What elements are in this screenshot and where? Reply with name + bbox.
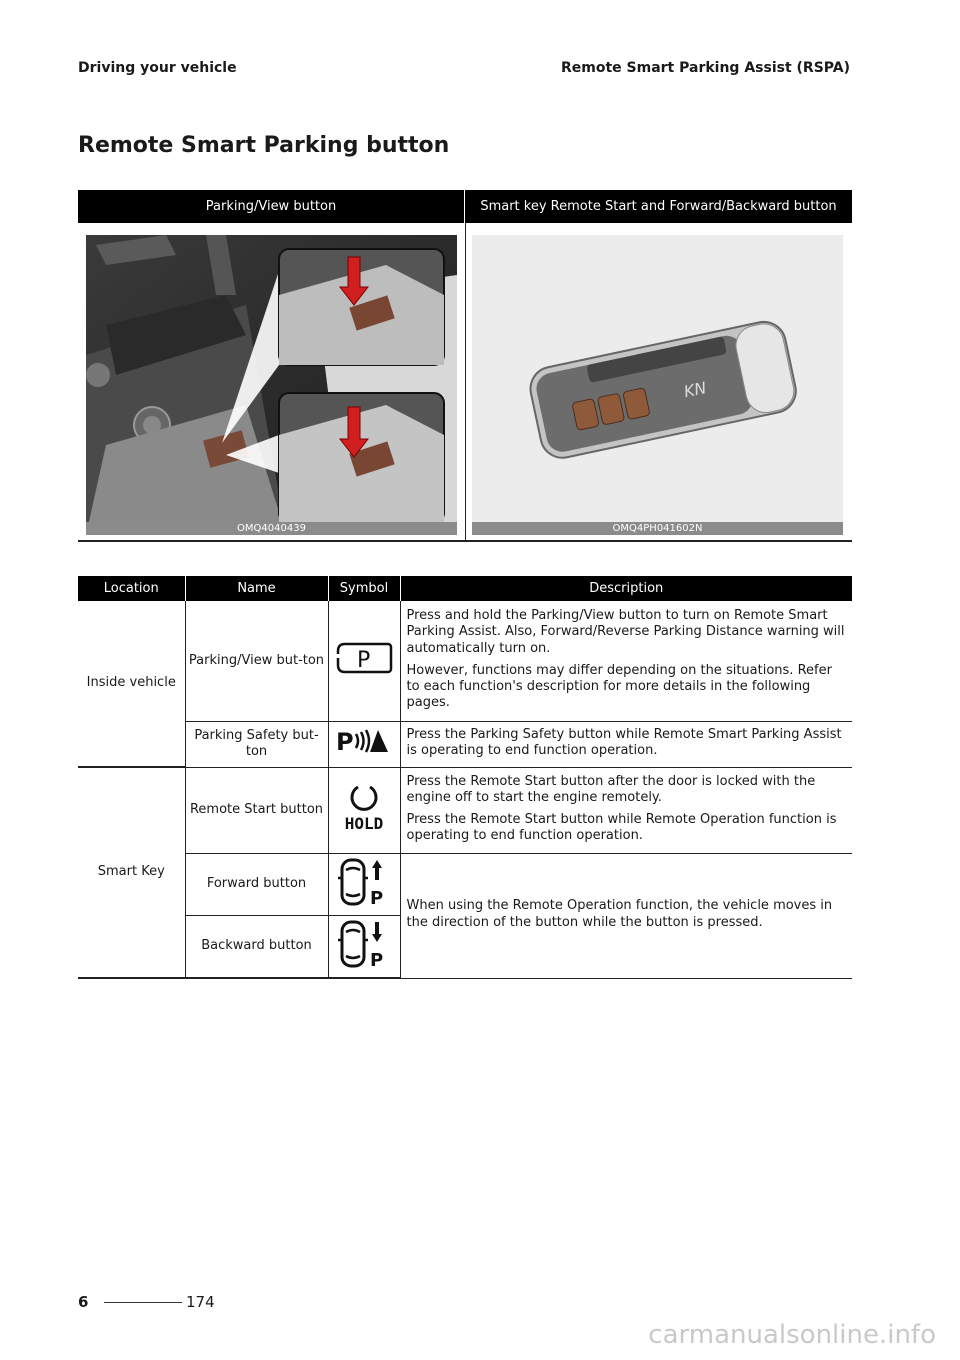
table-row (78, 853, 852, 915)
section-title: Remote Smart Parking button (78, 133, 450, 158)
description-parking-safety: Press the Parking Safety button while Remote Smart Parking Assist is operating to end function operation. (400, 721, 852, 767)
button-description-table (78, 576, 852, 979)
svg-text:P: P (370, 887, 384, 908)
name-parking-safety: Parking Safety but-ton (185, 721, 328, 767)
smart-key-image (472, 235, 843, 535)
footer-divider (104, 1302, 182, 1303)
col-header-symbol: Symbol (328, 576, 400, 601)
chapter-number: 6 (78, 1293, 89, 1311)
name-backward: Backward button (185, 915, 328, 978)
table-row (78, 721, 852, 767)
figure-col2-title: Smart key Remote Start and Forward/Backward button (480, 199, 837, 214)
col-header-description: Description (400, 576, 852, 601)
col-header-location: Location (78, 576, 185, 601)
watermark: carmanualsonline.info (648, 1320, 936, 1350)
table-row (78, 601, 852, 721)
svg-text:P: P (370, 949, 384, 970)
figure-table (78, 190, 852, 542)
description-parking-view: Press and hold the Parking/View button to turn on Remote Smart Parking Assist. Also, Forward/Reverse Parking Distance warning will automatically turn on. However, functions may differ depending on the situations. Refer to each function's description for more details in the following pages. (400, 601, 852, 721)
parking-view-icon (328, 601, 400, 721)
console-buttons-image (86, 235, 457, 535)
description-remote-start: Press the Remote Start button after the door is locked with the engine off to start the engine remotely. Press the Remote Start button while Remote Operation function is operating to end function operation. (400, 767, 852, 853)
col-header-name: Name (185, 576, 328, 601)
location-smart-key: Smart Key (78, 767, 185, 978)
page-number: 174 (186, 1293, 215, 1311)
forward-icon (328, 853, 400, 915)
svg-text:P: P (336, 728, 354, 757)
svg-text:HOLD: HOLD (344, 814, 384, 834)
remote-start-hold-icon (328, 767, 400, 853)
svg-text:KN: KN (682, 378, 709, 402)
figure-col1-title: Parking/View button (78, 190, 465, 223)
section-header: Remote Smart Parking Assist (RSPA) (560, 60, 850, 76)
parking-safety-icon (328, 721, 400, 767)
image2-code: OMQ4PH041602N (472, 522, 843, 535)
backward-icon (328, 915, 400, 978)
image1-code: OMQ4040439 (86, 522, 457, 535)
location-inside-vehicle: Inside vehicle (78, 601, 185, 767)
name-remote-start: Remote Start button (185, 767, 328, 853)
description-forward-backward: When using the Remote Operation function, the vehicle moves in the direction of the button while the button is pressed. (400, 853, 852, 978)
name-forward: Forward button (185, 853, 328, 915)
name-parking-view: Parking/View but-ton (185, 601, 328, 721)
table-row (78, 767, 852, 853)
svg-text:P: P (357, 648, 371, 674)
chapter-header: Driving your vehicle (78, 60, 237, 76)
